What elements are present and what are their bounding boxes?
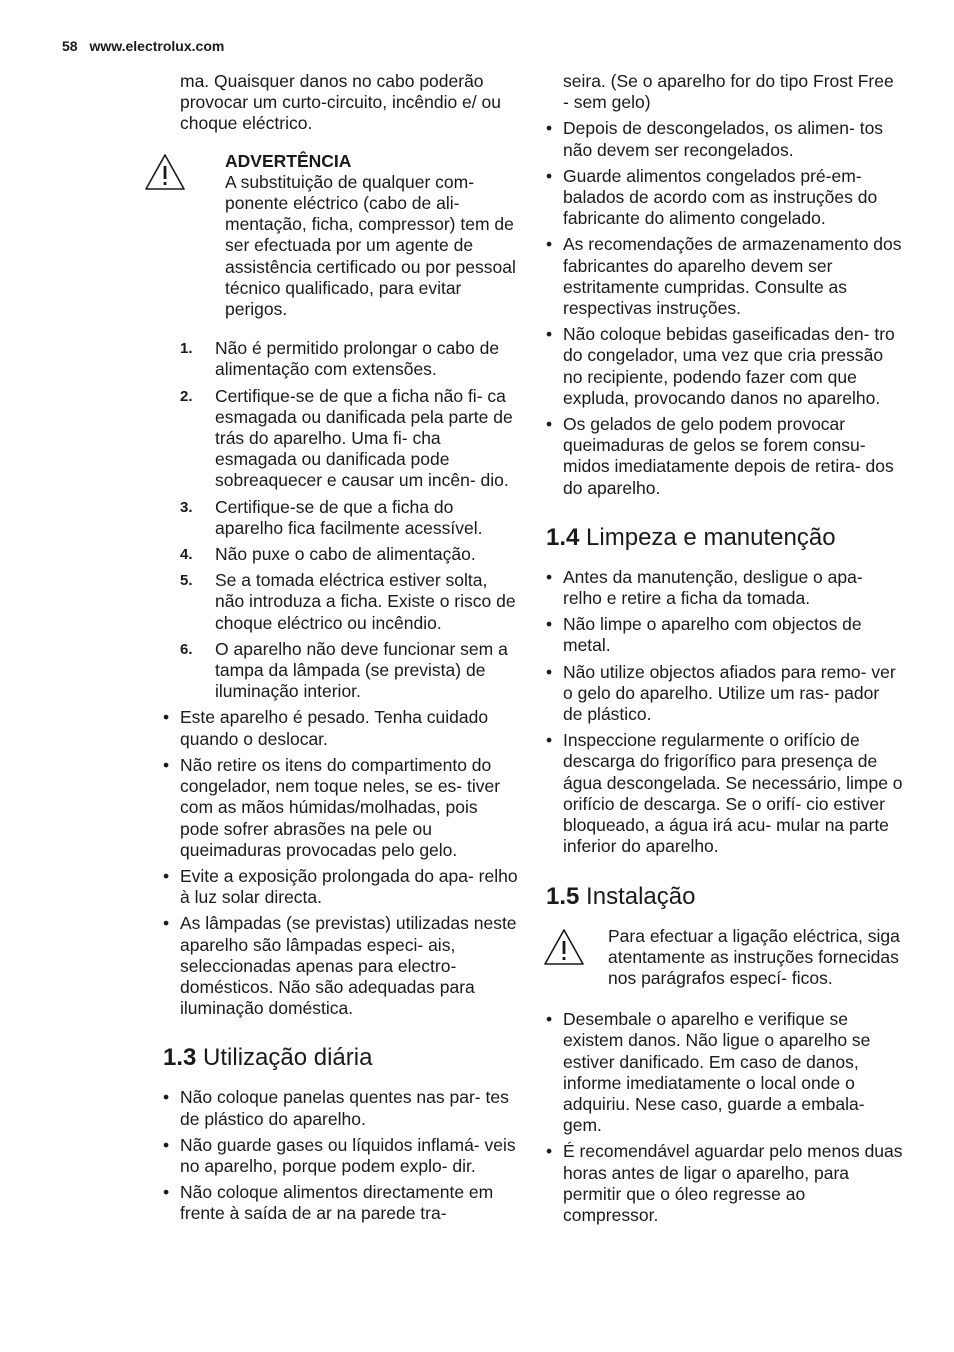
list-item: • Não coloque alimentos directamente em frente à saída de ar na parede tra- <box>180 1182 520 1224</box>
list-item: • Não coloque bebidas gaseificadas den- tro do congelador, uma vez que cria pressão no recipiente, podendo fazer com que expluda, provocando danos no aparelho. <box>563 324 903 409</box>
list-item: • É recomendável aguardar pelo menos duas horas antes de ligar o aparelho, para permitir que o óleo regresse ao compressor. <box>563 1141 903 1226</box>
warning-title: ADVERTÊNCIA <box>225 150 352 171</box>
warning-box <box>563 926 903 990</box>
list-item: • Antes da manutenção, desligue o apa- relho e retire a ficha da tomada. <box>563 567 903 609</box>
section-heading-1-5: 1.5 Instalação <box>546 882 696 910</box>
bullet-list <box>180 1087 520 1224</box>
list-item: • Não utilize objectos afiados para remo- ver o gelo do aparelho. Utilize um ras- pador de plástico. <box>563 662 903 726</box>
left-column <box>163 71 520 1230</box>
list-item: • Os gelados de gelo podem provocar queimaduras de gelos se forem consu- midos imediatamente depois de retira- dos do aparelho. <box>563 414 903 499</box>
list-item: • Não coloque panelas quentes nas par- tes de plástico do aparelho. <box>180 1087 520 1129</box>
continuation-text: seira. (Se o aparelho for do tipo Frost Free - sem gelo) <box>563 71 894 113</box>
right-column <box>546 71 903 1231</box>
list-item: • Não retire os itens do compartimento do congelador, nem toque neles, se es- tiver com as mãos húmidas/molhadas, pois pode sofrer abrasões na pele ou queimaduras provocadas pelo gelo. <box>180 755 520 861</box>
list-item: • Não limpe o aparelho com objectos de metal. <box>563 614 903 656</box>
list-item: • Este aparelho é pesado. Tenha cuidado quando o deslocar. <box>180 707 520 749</box>
warning-icon <box>144 153 186 191</box>
list-item: 3. Certifique-se de que a ficha do aparelho fica facilmente acessível. <box>180 496 483 538</box>
site-url: www.electrolux.com <box>89 38 225 54</box>
list-item: 6. O aparelho não deve funcionar sem a tampa da lâmpada (se prevista) de iluminação interior. <box>180 638 508 702</box>
page-number: 58 <box>62 38 78 54</box>
list-item: 5. Se a tomada eléctrica estiver solta, não introduza a ficha. Existe o risco de choque eléctrico ou incêndio. <box>180 570 516 633</box>
list-item: • Não guarde gases ou líquidos inflamá- veis no aparelho, porque podem explo- dir. <box>180 1135 520 1177</box>
list-item: • Depois de descongelados, os alimen- tos não devem ser recongelados. <box>563 118 903 160</box>
list-item: • Desembale o aparelho e verifique se existem danos. Não ligue o aparelho se estiver danificado. Em caso de danos, informe imediatamente o local onde o adquiriu. Nese caso, guarde a embala- gem. <box>563 1009 903 1136</box>
list-item: 2. Certifique-se de que a ficha não fi- ca esmagada ou danificada pela parte de trás do aparelho. Uma fi- cha esmagada ou danificada pode sobreaquecer e causar um incên- dio. <box>180 385 513 491</box>
list-item: • Evite a exposição prolongada do apa- relho à luz solar directa. <box>180 866 520 908</box>
list-item: • As recomendações de armazenamento dos fabricantes do aparelho devem ser estritamente cumpridas. Consulte as respectivas instruções. <box>563 234 903 319</box>
numbered-list <box>180 338 520 702</box>
section-heading-1-4: 1.4 Limpeza e manutenção <box>546 523 836 551</box>
section-heading-1-3: 1.3 Utilização diária <box>163 1044 373 1072</box>
list-item: • Inspeccione regularmente o orifício de descarga do frigorífico para presença de água descongelada. Se necessário, limpe o orifício de descarga. Se o orifí- cio estiver bloqueado, a água irá acu- mular na parte inferior do aparelho. <box>563 730 903 857</box>
bullet-list <box>180 707 520 1019</box>
list-item: 4. Não puxe o cabo de alimentação. <box>180 544 476 565</box>
page-header <box>62 38 224 54</box>
warning-icon <box>543 928 585 966</box>
warning-box <box>180 151 520 321</box>
bullet-list <box>563 118 903 498</box>
warning-text: Para efectuar a ligação eléctrica, siga atentamente as instruções fornecidas nos parágrafos especí- ficos. <box>608 925 900 988</box>
list-item: 1. Não é permitido prolongar o cabo de alimentação com extensões. <box>180 338 500 380</box>
list-item: • Guarde alimentos congelados pré-em- balados de acordo com as instruções do fabricante do alimento congelado. <box>563 166 903 230</box>
bullet-list <box>563 1009 903 1226</box>
list-item: • As lâmpadas (se previstas) utilizadas neste aparelho são lâmpadas especi- ais, seleccionadas apenas para electro- domésticos. Não são adequadas para iluminação doméstica. <box>180 913 520 1019</box>
continuation-text: ma. Quaisquer danos no cabo poderão provocar um curto-circuito, incêndio e/ ou choque eléctrico. <box>180 71 501 134</box>
warning-text: A substituição de qualquer com- ponente eléctrico (cabo de ali- mentação, ficha, compressor) tem de ser efectuada por um agente de assistência certificado ou por pessoal técnico qualificado, para evitar perigos. <box>225 171 516 320</box>
bullet-list <box>563 567 903 858</box>
